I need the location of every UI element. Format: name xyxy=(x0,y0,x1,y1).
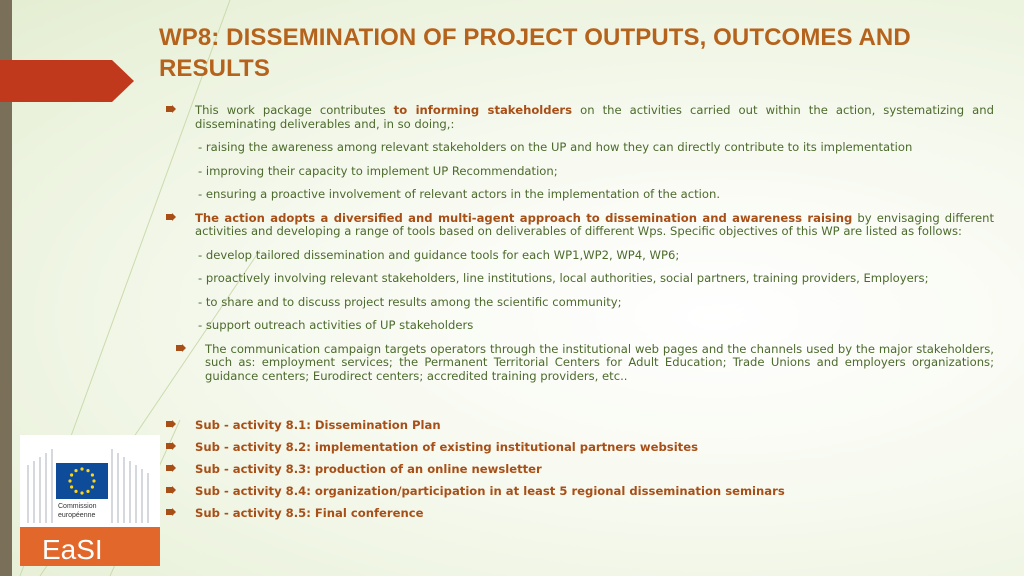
logo-program: EaSI xyxy=(42,534,103,565)
subactivity-item xyxy=(166,463,866,485)
subactivity-label: Sub - activity 8.2: implementation of existing institutional partners websites xyxy=(195,440,698,454)
bullet-text: on the activities carried out within the action, systematizing and disseminating deliverables and, in so doing,: xyxy=(195,103,994,131)
sub-point: - proactively involving relevant stakeholders, line institutions, local authorities, social partners, training providers, Employers; xyxy=(198,271,929,285)
bullet-text: The communication campaign targets operators through the institutional web pages and the channels used by the major stakeholders, such as: employment services; the Permanent Territorial Centers for Adult Education; Trade Unions and employers organizations; guidance centers; Eurodirect centers; accredited training providers, etc.. xyxy=(205,341,994,383)
bullet-emphasis: The action adopts a diversified and multi-agent approach to dissemination and awareness raising xyxy=(195,210,853,225)
bullet-arrow-icon xyxy=(166,442,176,450)
eu-flag-icon xyxy=(56,463,108,499)
title-arrow-shape xyxy=(0,60,134,102)
sub-point: - to share and to discuss project results among the scientific community; xyxy=(198,294,622,309)
main-content xyxy=(166,104,994,383)
subactivity-list xyxy=(166,419,866,529)
logo-org-line2: européenne xyxy=(58,512,96,519)
easi-commission-logo xyxy=(20,435,160,566)
bullet-arrow-icon xyxy=(166,420,176,428)
bullet-arrow-icon xyxy=(166,105,176,113)
subactivity-item xyxy=(166,419,866,441)
sub-point: - raising the awareness among relevant stakeholders on the UP and how they can directly contribute to its implementation xyxy=(198,140,913,154)
sub-point: - support outreach activities of UP stakeholders xyxy=(198,318,474,332)
logo-org-line1: Commission xyxy=(58,503,97,510)
sub-point: - ensuring a proactive involvement of relevant actors in the implementation of the action. xyxy=(198,187,721,201)
bullet-communication xyxy=(166,343,994,384)
sub-point: - develop tailored dissemination and guidance tools for each WP1,WP2, WP4, WP6; xyxy=(198,247,680,262)
subactivity-item xyxy=(166,507,866,529)
bullet-work-package xyxy=(166,104,994,131)
bullet-arrow-icon xyxy=(166,213,176,221)
page-title: WP8: DISSEMINATION OF PROJECT OUTPUTS, OUTCOMES AND RESULTS xyxy=(159,24,911,82)
subactivity-label: Sub - activity 8.1: Dissemination Plan xyxy=(195,418,441,432)
subactivity-label: Sub - activity 8.5: Final conference xyxy=(195,506,424,520)
subactivity-label: Sub - activity 8.4: organization/participation in at least 5 regional dissemination seminars xyxy=(195,484,785,498)
bullet-approach xyxy=(166,212,994,239)
bullet-arrow-icon xyxy=(176,344,186,352)
bullet-arrow-icon xyxy=(166,464,176,472)
bullet-text: by envisaging different activities and developing a range of tools based on deliverables of different Wps. Specific objectives of this WP are listed as follows: xyxy=(195,210,994,238)
sub-point: - improving their capacity to implement UP Recommendation; xyxy=(198,163,558,178)
bullet-arrow-icon xyxy=(166,508,176,516)
bullet-text: This work package contributes xyxy=(195,103,394,117)
bullet-arrow-icon xyxy=(166,486,176,494)
subactivity-label: Sub - activity 8.3: production of an online newsletter xyxy=(195,462,542,476)
subactivity-item xyxy=(166,441,866,463)
subactivity-item xyxy=(166,485,866,507)
bullet-emphasis: to informing stakeholders xyxy=(393,103,573,117)
